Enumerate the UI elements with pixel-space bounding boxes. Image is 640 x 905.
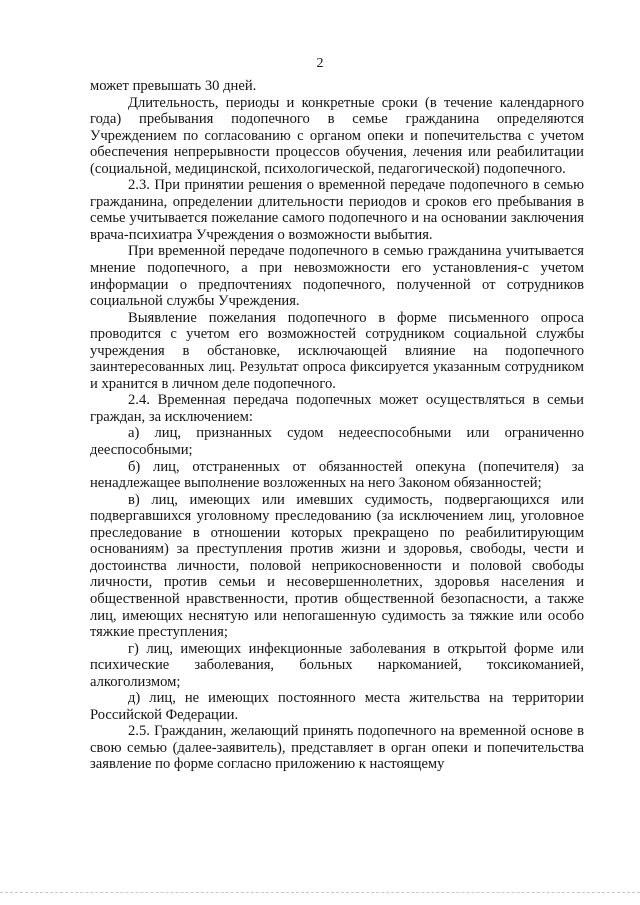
paragraph-2-5: 2.5. Гражданин, желающий принять подопечного на временной основе в свою семью (далее-заявитель), представляет в орган опеки и попечительства заявление по форме согласно приложению к настоящему bbox=[90, 723, 584, 773]
paragraph-duration-periods: Длительность, периоды и конкретные сроки (в течение календарного года) пребывания подопечного в семье гражданина определяются Учреждением по согласованию с органом опеки и попечительства с учетом обеспечения непрерывности процессов обучения, лечения или реабилитации (социальной, медицинской, психологической, педагогической) подопечного. bbox=[90, 94, 584, 177]
list-item-b: б) лиц, отстраненных от обязанностей опекуна (попечителя) за ненадлежащее выполнение возложенных на него Законом обязанностей; bbox=[90, 458, 584, 492]
page-number: 2 bbox=[316, 56, 324, 71]
paragraph-2-4: 2.4. Временная передача подопечных может осуществляться в семьи граждан, за исключением: bbox=[90, 392, 584, 425]
document-body bbox=[90, 78, 584, 773]
list-item-v: в) лиц, имеющих или имевших судимость, подвергающихся или подвергавшихся уголовному преследованию (за исключением лиц, уголовное преследование в отношении которых прекращено по реабилитирующим основаниям) за преступления против жизни и здоровья, свободы, чести и достоинства личности, половой неприкосновенности и половой свободы личности, против семьи и несовершеннолетних, здоровья населения и общественной нравственности, против общественной безопасности, а также лиц, имеющих неснятую или непогашенную судимость за тяжкие или особо тяжкие преступления; bbox=[90, 491, 584, 641]
paragraph-2-3: 2.3. При принятии решения о временной передаче подопечного в семью гражданина, определении длительности периодов и сроков его пребывания в семье учитывается пожелание самого подопечного и на основании заключения врача-психиатра Учреждения о возможности выбытия. bbox=[90, 177, 584, 243]
paragraph-continuation: может превышать 30 дней. bbox=[90, 78, 257, 94]
list-item-g: г) лиц, имеющих инфекционные заболевания в открытой форме или психические заболевания, больных наркоманией, токсикоманией, алкоголизмом; bbox=[90, 640, 584, 690]
paragraph-written-survey: Выявление пожелания подопечного в форме письменного опроса проводится с учетом его возможностей сотрудником социальной службы учреждения в обстановке, исключающей влияние на подопечного заинтересованных лиц. Результат опроса фиксируется указанным сотрудником и хранится в личном деле подопечного. bbox=[90, 309, 584, 392]
list-item-d: д) лиц, не имеющих постоянного места жительства на территории Российской Федерации. bbox=[90, 690, 584, 723]
scan-artifact-line bbox=[0, 892, 640, 893]
list-item-a: а) лиц, признанных судом недееспособными или ограниченно дееспособными; bbox=[90, 425, 584, 459]
paragraph-ward-opinion: При временной передаче подопечного в семью гражданина учитывается мнение подопечного, а при невозможности его установления-с учетом информации о предпочтениях подопечного, полученной от сотрудников социальной службы Учреждения. bbox=[90, 243, 584, 310]
